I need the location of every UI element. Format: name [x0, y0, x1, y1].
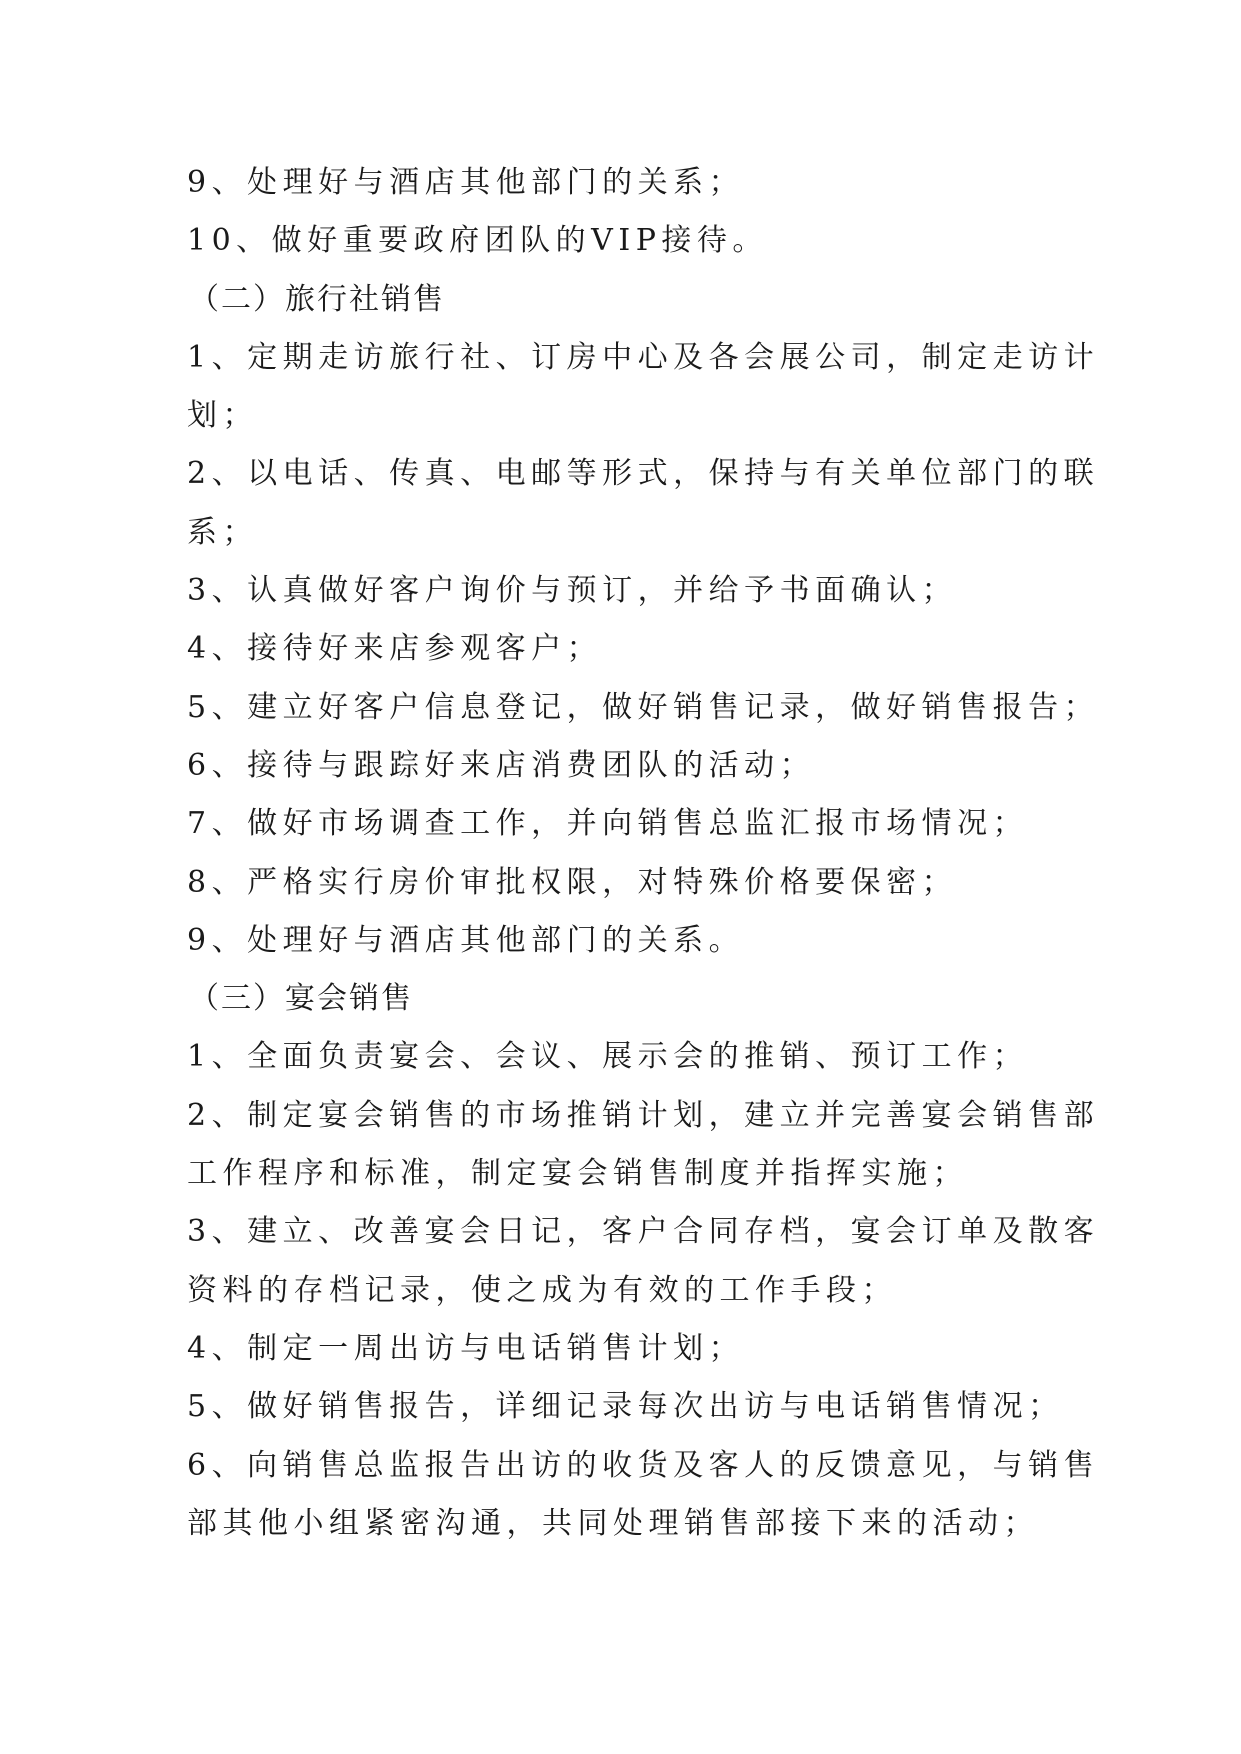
list-item-3-inquiry: 3、认真做好客户询价与预订，并给予书面确认； [187, 573, 958, 609]
list-item-9-relations: 9、处理好与酒店其他部门的关系； [187, 165, 745, 200]
list-item-5-report: 5、做好销售报告，详细记录每次出访与电话销售情况； [187, 1389, 1064, 1425]
list-item-3-diary-cont: 资料的存档记录，使之成为有效的工作手段； [187, 1272, 897, 1308]
document-body [187, 154, 1100, 1553]
list-item-2-contact-cont: 系； [187, 514, 258, 550]
list-item-7-market: 7、做好市场调查工作，并向销售总监汇报市场情况； [187, 806, 1029, 842]
list-item-4-reception: 4、接待好来店参观客户； [187, 631, 603, 667]
list-item-5-records: 5、建立好客户信息登记，做好销售记录，做好销售报告； [187, 689, 1100, 725]
list-item-2-plan-cont: 工作程序和标准，制定宴会销售制度并指挥实施； [187, 1156, 968, 1192]
list-item-6-feedback-cont: 部其他小组紧密沟通，共同处理销售部接下来的活动； [187, 1505, 1039, 1541]
list-item-6-feedback: 6、向销售总监报告出访的收货及客人的反馈意见，与销售 [187, 1447, 1100, 1483]
list-item-8-pricing: 8、严格实行房价审批权限，对特殊价格要保密； [187, 864, 958, 900]
list-item-9-relations-2: 9、处理好与酒店其他部门的关系。 [187, 922, 745, 958]
list-item-2-plan: 2、制定宴会销售的市场推销计划，建立并完善宴会销售部 [187, 1097, 1100, 1133]
list-item-6-groups: 6、接待与跟踪好来店消费团队的活动； [187, 747, 816, 783]
list-item-1-visit: 1、定期走访旅行社、订房中心及各会展公司，制定走访计 [187, 339, 1100, 375]
list-item-4-weekly: 4、制定一周出访与电话销售计划； [187, 1330, 745, 1366]
list-item-10-vip: 10、做好重要政府团队的VIP接待。 [187, 223, 768, 259]
list-item-3-diary: 3、建立、改善宴会日记，客户合同存档，宴会订单及散客 [187, 1214, 1100, 1250]
list-item-2-contact: 2、以电话、传真、电邮等形式，保持与有关单位部门的联 [187, 456, 1100, 492]
list-item-1-banquet: 1、全面负责宴会、会议、展示会的推销、预订工作； [187, 1039, 1029, 1075]
list-item-1-visit-cont: 划； [187, 398, 258, 434]
section-heading-banquet: （三）宴会销售 [189, 981, 413, 1017]
section-heading-travel-agency: （二）旅行社销售 [189, 281, 445, 317]
